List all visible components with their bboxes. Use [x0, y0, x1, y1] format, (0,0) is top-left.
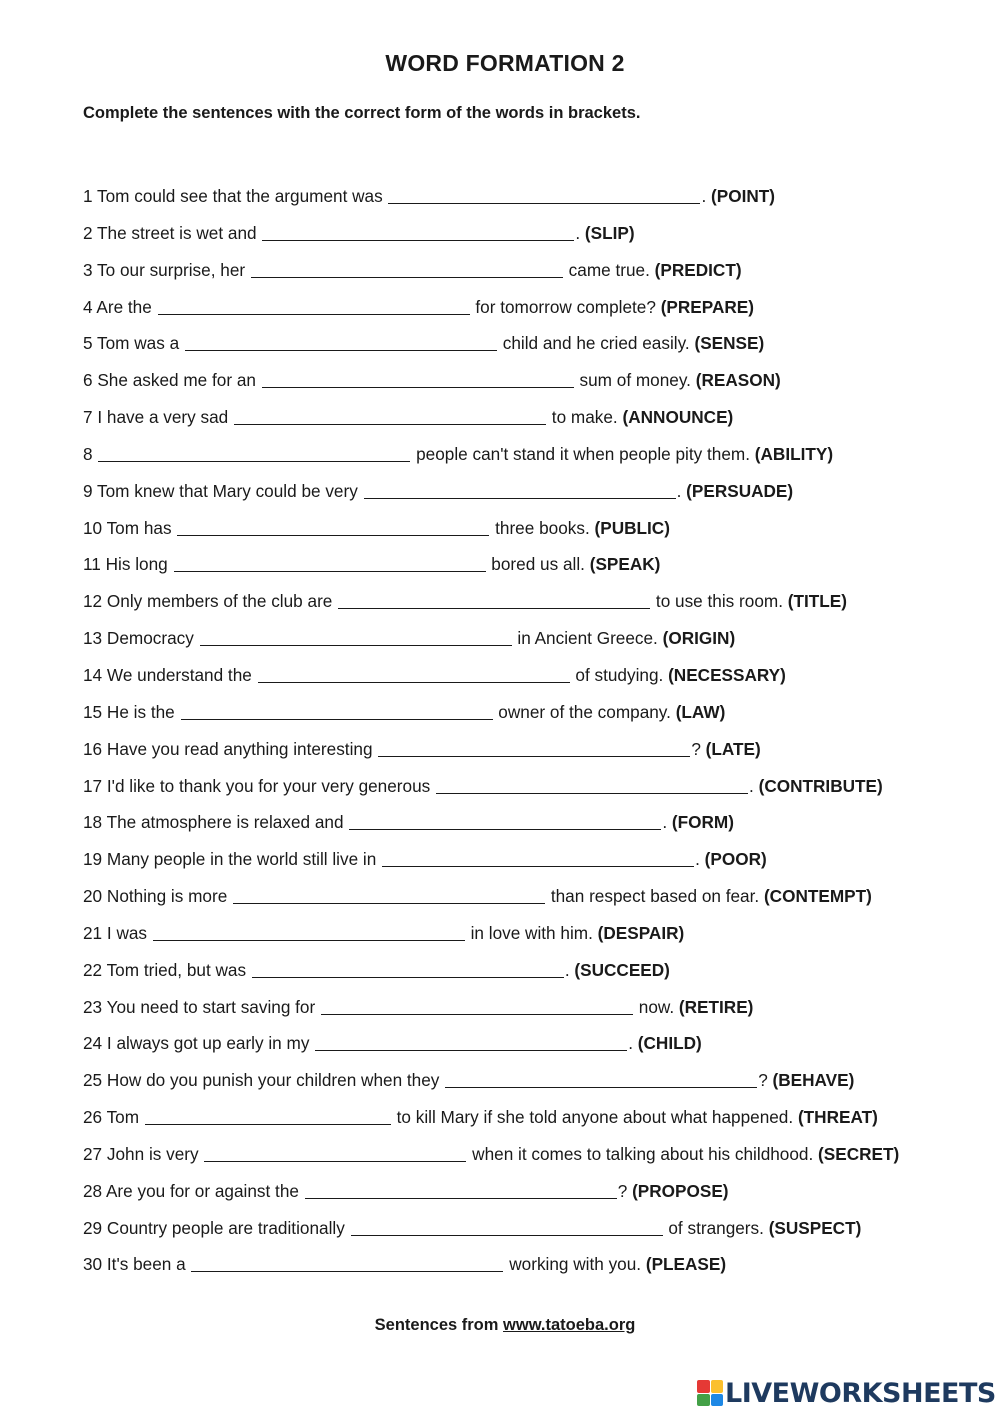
- item-number: 10: [83, 517, 103, 538]
- exercise-item: [83, 441, 983, 478]
- base-word: (SENSE): [694, 333, 765, 354]
- answer-blank[interactable]: [181, 718, 493, 720]
- logo-text: LIVEWORKSHEETS: [725, 1377, 996, 1409]
- base-word: (CHILD): [637, 1033, 702, 1054]
- base-word: (ANNOUNCE): [622, 407, 734, 428]
- instructions: Complete the sentences with the correct form of the words in brackets.: [83, 104, 641, 122]
- base-word: (PREPARE): [660, 296, 754, 317]
- exercise-item: [83, 515, 983, 552]
- sentence-before: Only members of the club are: [106, 591, 333, 612]
- answer-blank[interactable]: [145, 1123, 391, 1125]
- exercise-item: [83, 588, 983, 625]
- sentence-before: Democracy: [106, 628, 194, 649]
- sentence-before: Are you for or against the: [105, 1180, 299, 1201]
- item-number: 8: [83, 443, 93, 464]
- item-number: 28: [83, 1180, 103, 1201]
- sentence-after: child and he cried easily.: [502, 333, 690, 354]
- exercise-item: [83, 1251, 983, 1288]
- base-word: (BEHAVE): [772, 1070, 855, 1091]
- exercise-item: [83, 294, 983, 331]
- sentence-after: .: [575, 222, 581, 243]
- item-number: 15: [83, 701, 103, 722]
- item-number: 3: [83, 259, 93, 280]
- exercise-item: [83, 183, 983, 220]
- item-number: 1: [83, 186, 93, 206]
- item-number: 13: [83, 628, 103, 649]
- exercise-item: [83, 736, 983, 773]
- base-word: (PERSUADE): [686, 480, 794, 501]
- exercise-item: [83, 699, 983, 736]
- sentence-before: The atmosphere is relaxed and: [106, 812, 344, 833]
- answer-blank[interactable]: [445, 1086, 757, 1088]
- item-number: 23: [83, 996, 103, 1017]
- exercise-item: [83, 625, 983, 662]
- sentence-after: than respect based on fear.: [550, 886, 760, 907]
- exercise-item: [83, 1215, 983, 1252]
- base-word: (NECESSARY): [668, 664, 786, 685]
- page-title: WORD FORMATION 2: [385, 50, 625, 76]
- sentence-after: in love with him.: [470, 922, 593, 943]
- logo-square: [711, 1394, 724, 1407]
- exercise-item: [83, 257, 983, 294]
- answer-blank[interactable]: [204, 1160, 466, 1162]
- base-word: (THREAT): [797, 1107, 878, 1128]
- exercise-list: [83, 183, 983, 1288]
- answer-blank[interactable]: [321, 1013, 633, 1015]
- item-number: 6: [83, 370, 93, 391]
- item-number: 27: [83, 1143, 103, 1164]
- base-word: (LATE): [705, 738, 761, 759]
- base-word: (RETIRE): [678, 996, 754, 1017]
- sentence-before: I was: [106, 922, 148, 943]
- answer-blank[interactable]: [382, 865, 694, 867]
- exercise-item: [83, 662, 983, 699]
- logo-square: [711, 1380, 724, 1393]
- answer-blank[interactable]: [234, 423, 546, 425]
- item-number: 7: [83, 407, 93, 428]
- sentence-after: when it comes to talking about his childhood.: [472, 1143, 814, 1164]
- sentence-after: ?: [758, 1070, 768, 1091]
- base-word: (PUBLIC): [594, 517, 670, 538]
- item-number: 16: [83, 738, 103, 759]
- sentence-before: Tom could see that the argument was: [97, 186, 383, 206]
- exercise-item: [83, 809, 983, 846]
- base-word: (SUSPECT): [768, 1217, 862, 1238]
- sentence-before: His long: [105, 554, 168, 575]
- liveworksheets-logo[interactable]: [697, 1377, 996, 1409]
- exercise-item: [83, 478, 983, 515]
- sentence-after: .: [749, 775, 754, 796]
- sentence-before: We understand the: [106, 664, 252, 685]
- exercise-item: [83, 957, 983, 994]
- item-number: 5: [83, 333, 93, 354]
- sentence-before: Tom has: [106, 517, 172, 538]
- sentence-before: You need to start saving for: [106, 996, 316, 1017]
- item-number: 19: [83, 849, 103, 870]
- source-link[interactable]: www.tatoeba.org: [503, 1316, 636, 1334]
- item-number: 26: [83, 1107, 103, 1128]
- answer-blank[interactable]: [174, 570, 486, 572]
- item-number: 22: [83, 959, 103, 980]
- item-number: 24: [83, 1033, 103, 1054]
- base-word: (ABILITY): [754, 443, 834, 464]
- answer-blank[interactable]: [262, 239, 574, 241]
- answer-blank[interactable]: [388, 202, 700, 204]
- answer-blank[interactable]: [233, 902, 545, 904]
- sentence-after: .: [564, 959, 570, 980]
- sentence-after: .: [695, 849, 700, 870]
- answer-blank[interactable]: [153, 939, 465, 941]
- sentence-after: .: [701, 186, 707, 206]
- exercise-item: [83, 1104, 983, 1141]
- sentence-after: bored us all.: [491, 554, 585, 575]
- base-word: (TITLE): [787, 591, 847, 612]
- item-number: 18: [83, 812, 103, 833]
- sentence-before: To our surprise, her: [97, 259, 246, 280]
- base-word: (PROPOSE): [632, 1180, 729, 1201]
- answer-blank[interactable]: [185, 349, 497, 351]
- sentence-after: of strangers.: [668, 1217, 764, 1238]
- base-word: (DESPAIR): [597, 922, 685, 943]
- item-number: 4: [83, 296, 93, 317]
- sentence-before: She asked me for an: [97, 370, 256, 391]
- sentence-after: to use this room.: [655, 591, 783, 612]
- item-number: 25: [83, 1070, 103, 1091]
- item-number: 12: [83, 591, 103, 612]
- exercise-item: [83, 404, 983, 441]
- base-word: (CONTEMPT): [763, 886, 872, 907]
- answer-blank[interactable]: [98, 460, 410, 462]
- item-number: 14: [83, 664, 103, 685]
- sentence-after: ?: [691, 738, 701, 759]
- sentence-before: The street is wet and: [97, 222, 257, 243]
- exercise-item: [83, 883, 983, 920]
- item-number: 9: [83, 480, 93, 501]
- sentence-before: He is the: [106, 701, 175, 722]
- answer-blank[interactable]: [315, 1049, 627, 1051]
- exercise-item: [83, 1030, 983, 1067]
- base-word: (SLIP): [584, 222, 635, 243]
- answer-blank[interactable]: [158, 313, 470, 315]
- answer-blank[interactable]: [200, 644, 512, 646]
- sentence-before: How do you punish your children when they: [106, 1070, 440, 1091]
- base-word: (SECRET): [818, 1143, 900, 1164]
- base-word: (POINT): [711, 186, 776, 206]
- sentence-after: in Ancient Greece.: [517, 628, 658, 649]
- sentence-after: ?: [617, 1180, 628, 1201]
- exercise-item: [83, 551, 983, 588]
- item-number: 30: [83, 1254, 103, 1275]
- exercise-item: [83, 220, 983, 257]
- sentence-after: .: [628, 1033, 633, 1054]
- sentence-before: Have you read anything interesting: [106, 738, 373, 759]
- answer-blank[interactable]: [351, 1234, 663, 1236]
- base-word: (FORM): [671, 812, 734, 833]
- sentence-before: Many people in the world still live in: [106, 849, 377, 870]
- sentence-after: working with you.: [509, 1254, 642, 1275]
- answer-blank[interactable]: [177, 534, 489, 536]
- answer-blank[interactable]: [338, 607, 650, 609]
- sentence-after: people can't stand it when people pity them.: [416, 443, 751, 464]
- sentence-before: Country people are traditionally: [106, 1217, 345, 1238]
- base-word: (PLEASE): [645, 1254, 727, 1275]
- answer-blank[interactable]: [436, 792, 748, 794]
- sentence-after: to kill Mary if she told anyone about what happened.: [396, 1107, 794, 1128]
- base-word: (SUCCEED): [574, 959, 670, 980]
- item-number: 17: [83, 775, 103, 796]
- sentence-after: now.: [638, 996, 675, 1017]
- exercise-item: [83, 330, 983, 367]
- answer-blank[interactable]: [349, 828, 661, 830]
- item-number: 2: [83, 222, 93, 243]
- sentence-before: Tom knew that Mary could be very: [97, 480, 358, 501]
- sentence-after: .: [662, 812, 668, 833]
- answer-blank[interactable]: [251, 276, 563, 278]
- sentence-before: Tom was a: [97, 333, 180, 354]
- sentence-before: It's been a: [106, 1254, 186, 1275]
- base-word: (REASON): [695, 370, 781, 391]
- footer-credit: [0, 1316, 1000, 1335]
- base-word: (POOR): [704, 849, 767, 870]
- base-word: (PREDICT): [654, 259, 742, 280]
- exercise-item: [83, 1067, 983, 1104]
- answer-blank[interactable]: [378, 755, 690, 757]
- answer-blank[interactable]: [262, 386, 574, 388]
- exercise-item: [83, 920, 983, 957]
- logo-square: [697, 1380, 710, 1393]
- logo-square: [697, 1394, 710, 1407]
- exercise-item: [83, 1178, 983, 1215]
- sentence-after: owner of the company.: [498, 701, 671, 722]
- footer-prefix: Sentences from: [374, 1316, 499, 1334]
- exercise-item: [83, 367, 983, 404]
- sentence-before: Tom: [106, 1107, 140, 1128]
- base-word: (LAW): [675, 701, 726, 722]
- sentence-after: to make.: [551, 407, 618, 428]
- base-word: (CONTRIBUTE): [758, 775, 883, 796]
- answer-blank[interactable]: [252, 976, 564, 978]
- answer-blank[interactable]: [191, 1270, 503, 1272]
- logo-mark-icon: [697, 1380, 723, 1406]
- sentence-after: three books.: [495, 517, 590, 538]
- item-number: 11: [83, 554, 101, 575]
- sentence-after: sum of money.: [579, 370, 691, 391]
- item-number: 20: [83, 886, 103, 907]
- sentence-before: Are the: [96, 296, 152, 317]
- answer-blank[interactable]: [258, 681, 570, 683]
- item-number: 21: [83, 922, 103, 943]
- exercise-item: [83, 994, 983, 1031]
- answer-blank[interactable]: [364, 497, 676, 499]
- answer-blank[interactable]: [305, 1197, 617, 1199]
- exercise-item: [83, 773, 983, 810]
- exercise-item: [83, 1141, 983, 1178]
- sentence-before: Tom tried, but was: [106, 959, 247, 980]
- sentence-after: for tomorrow complete?: [475, 296, 656, 317]
- sentence-after: of studying.: [575, 664, 664, 685]
- sentence-before: John is very: [106, 1143, 199, 1164]
- sentence-before: Nothing is more: [106, 886, 228, 907]
- sentence-after: .: [676, 480, 682, 501]
- base-word: (ORIGIN): [662, 628, 736, 649]
- sentence-before: I have a very sad: [97, 407, 229, 428]
- item-number: 29: [83, 1217, 103, 1238]
- exercise-item: [83, 846, 983, 883]
- base-word: (SPEAK): [589, 554, 661, 575]
- sentence-before: I'd like to thank you for your very generous: [106, 775, 431, 796]
- sentence-before: I always got up early in my: [106, 1033, 310, 1054]
- sentence-after: came true.: [568, 259, 650, 280]
